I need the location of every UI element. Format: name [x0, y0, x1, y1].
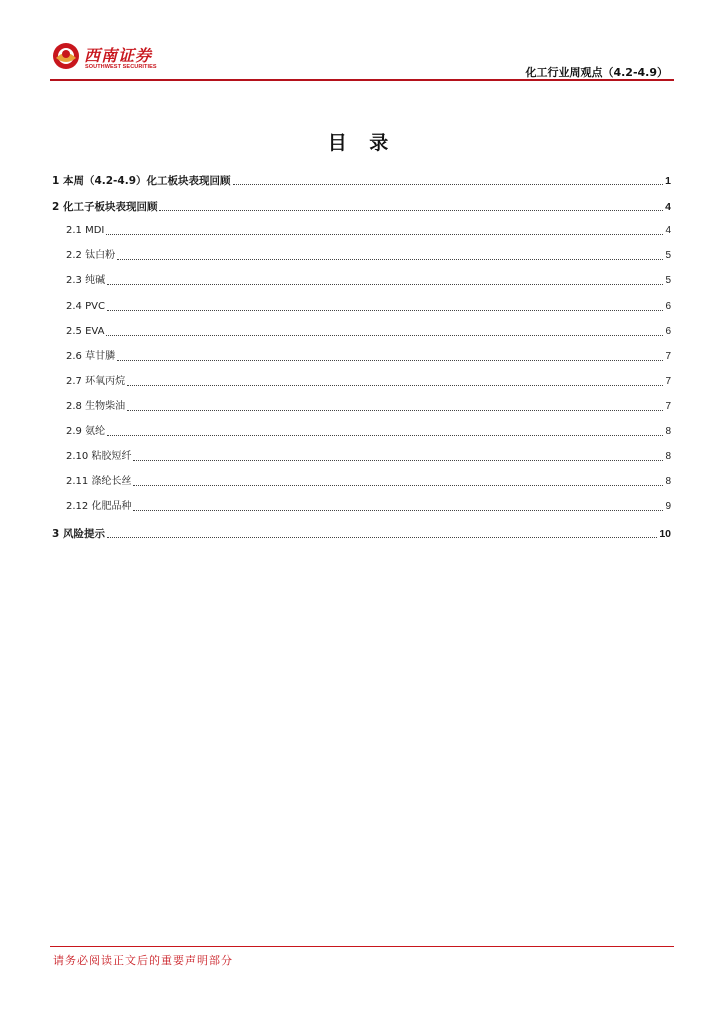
toc-entry[interactable]: [66, 419, 671, 439]
footer-disclaimer: 请务必阅读正文后的重要声明部分: [53, 954, 233, 967]
toc-leader-dots: [107, 283, 663, 285]
toc-leader-dots: [106, 334, 663, 336]
toc-entry-page: 4: [665, 201, 671, 213]
toc-entry[interactable]: [52, 521, 671, 541]
toc-entry[interactable]: [66, 319, 671, 339]
toc-entry[interactable]: [66, 394, 671, 414]
toc-entry-title: 2.1 MDI: [66, 225, 105, 236]
toc-entry-title: 2.12 化肥品种: [66, 501, 132, 512]
header-divider: [50, 79, 674, 81]
toc-leader-dots: [233, 183, 664, 185]
toc-entry-page: 4: [665, 225, 671, 236]
toc-leader-dots: [117, 258, 663, 260]
toc-leader-dots: [106, 233, 663, 235]
toc-entry[interactable]: [66, 444, 671, 464]
toc-entry-title: 2.10 粘胶短纤: [66, 451, 132, 462]
toc-entry-title: 2.4 PVC: [66, 301, 105, 312]
toc-entry-title: 2.3 纯碱: [66, 275, 106, 286]
logo-emblem-icon: [52, 42, 80, 70]
toc-leader-dots: [127, 409, 663, 411]
toc-entry-page: 6: [665, 326, 671, 337]
toc-leader-dots: [117, 359, 663, 361]
toc-entry-page: 1: [665, 175, 671, 187]
toc-entry[interactable]: [66, 344, 671, 364]
company-logo: [52, 42, 172, 74]
toc-entry[interactable]: [66, 294, 671, 314]
toc-entry-page: 7: [665, 401, 671, 412]
toc-entry-page: 8: [665, 426, 671, 437]
footer-divider: [50, 946, 674, 947]
toc-entry-title: 2.7 环氧丙烷: [66, 376, 126, 387]
toc-entry-page: 7: [665, 351, 671, 362]
toc-entry-page: 9: [665, 501, 671, 512]
toc-entry-title: 2.6 草甘膦: [66, 351, 116, 362]
toc-leader-dots: [133, 509, 663, 511]
toc-entry-page: 7: [665, 376, 671, 387]
toc-title: 目 录: [327, 132, 397, 154]
toc-leader-dots: [107, 309, 664, 311]
report-title: 化工行业周观点（4.2-4.9）: [525, 66, 668, 79]
toc-leader-dots: [127, 384, 663, 386]
toc-leader-dots: [133, 484, 663, 486]
toc-entry-title: 2.2 钛白粉: [66, 250, 116, 261]
toc-entry-page: 6: [665, 301, 671, 312]
toc-entry[interactable]: [66, 469, 671, 489]
toc-entry-title: 2.8 生物柴油: [66, 401, 126, 412]
toc-entry[interactable]: [66, 268, 671, 288]
toc-entry-title: 2 化工子板块表现回顾: [52, 201, 158, 213]
toc-leader-dots: [107, 536, 657, 538]
toc-entry-page: 8: [665, 476, 671, 487]
toc-entry[interactable]: [66, 369, 671, 389]
toc-leader-dots: [159, 209, 663, 211]
toc-entry-page: 8: [665, 451, 671, 462]
toc-entry[interactable]: [66, 494, 671, 514]
toc-entry-title: 2.9 氨纶: [66, 426, 106, 437]
toc-leader-dots: [107, 434, 663, 436]
toc-entry-page: 10: [659, 528, 671, 540]
toc-entry-title: 2.11 涤纶长丝: [66, 476, 132, 487]
toc-entry-title: 3 风险提示: [52, 528, 105, 540]
toc-entry[interactable]: [66, 243, 671, 263]
logo-english-name: SOUTHWEST SECURITIES: [85, 64, 157, 70]
toc-entry[interactable]: [52, 168, 671, 188]
toc-entry[interactable]: [66, 218, 671, 238]
page-header: [0, 0, 724, 82]
toc-entry-title: 2.5 EVA: [66, 326, 105, 337]
toc-entry[interactable]: [52, 194, 671, 214]
toc-leader-dots: [133, 459, 663, 461]
logo-chinese-name: 西南证券: [84, 46, 153, 65]
toc-entry-title: 1 本周（4.2-4.9）化工板块表现回顾: [52, 175, 231, 187]
toc-entry-page: 5: [665, 250, 671, 261]
toc-entry-page: 5: [665, 275, 671, 286]
